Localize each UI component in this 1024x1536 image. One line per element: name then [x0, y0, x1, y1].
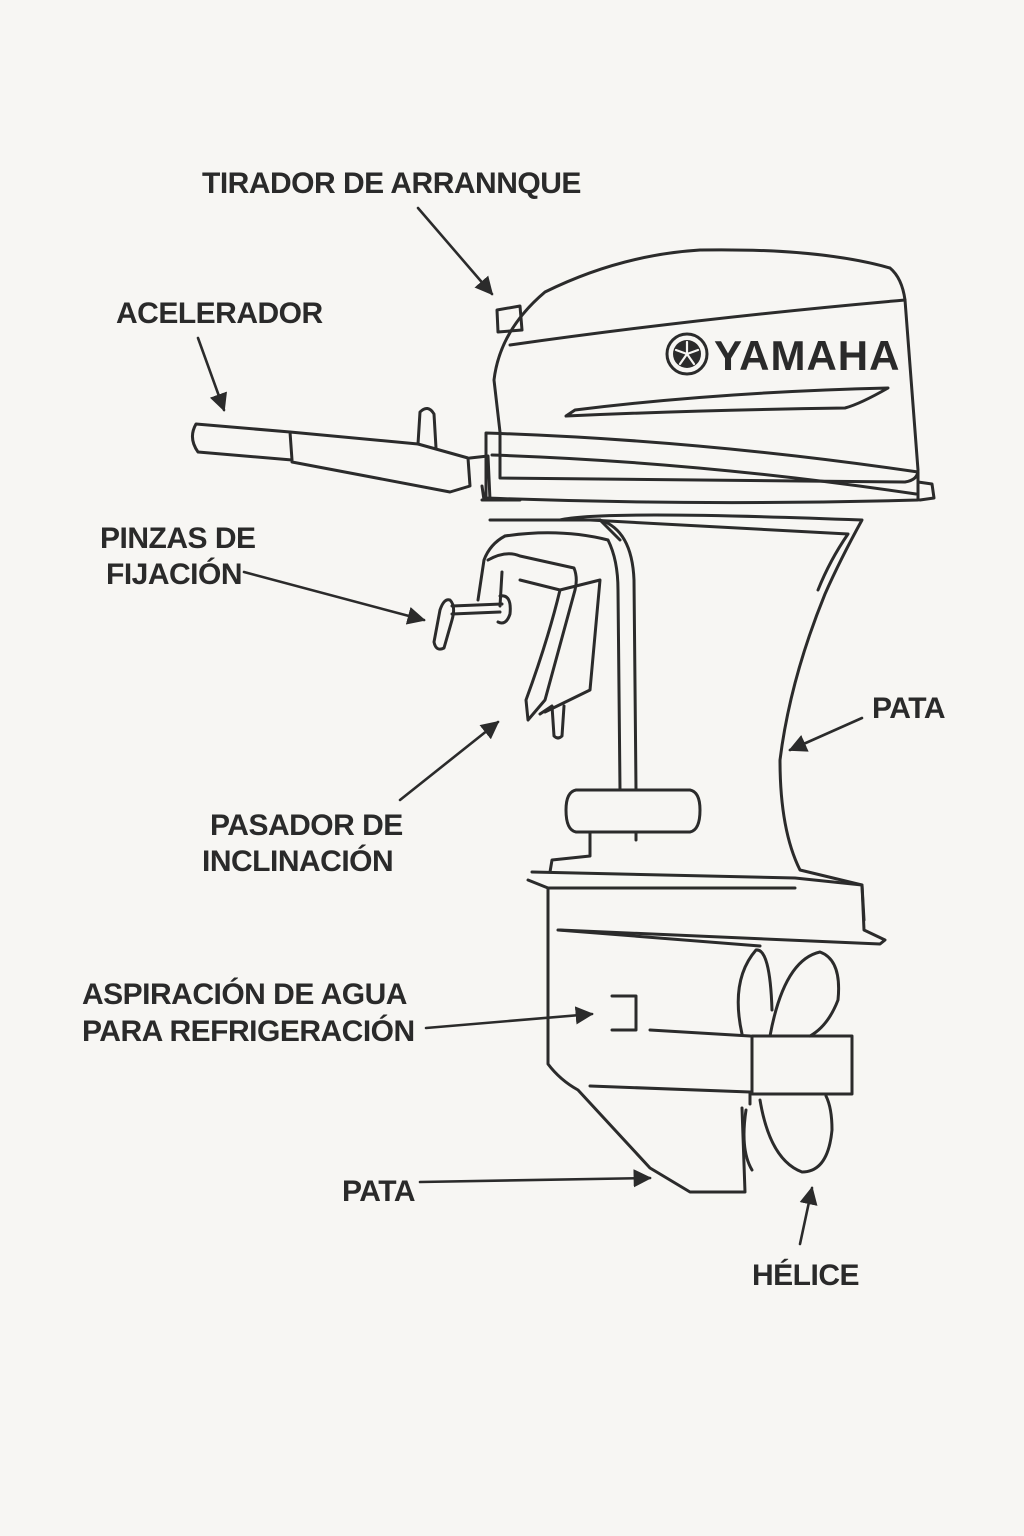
- label-propeller: HÉLICE: [752, 1259, 860, 1292]
- label-leg-lower: PATA: [342, 1175, 415, 1208]
- label-water-intake-line2: PARA REFRIGERACIÓN: [82, 1015, 415, 1048]
- clamp-bracket: [488, 554, 600, 738]
- arrow-propeller: [800, 1188, 812, 1244]
- tuning-fork-emblem-icon: [667, 334, 707, 374]
- label-leg-upper: PATA: [872, 692, 945, 725]
- arrow-water-intake: [426, 1014, 592, 1028]
- arrow-clamps: [244, 572, 424, 620]
- brand-wordmark: YAMAHA: [714, 332, 901, 379]
- label-tilt-pin-line1: PASADOR DE: [210, 809, 403, 842]
- cowling-side-stripe: [566, 388, 888, 416]
- tilt-pin-block: [566, 790, 700, 832]
- arrow-throttle: [198, 338, 224, 410]
- label-throttle: ACELERADOR: [116, 297, 323, 330]
- arrow-tilt-pin: [400, 722, 498, 800]
- label-clamps-line1: PINZAS DE: [100, 522, 256, 555]
- yamaha-brand-logo: [667, 332, 900, 379]
- cowling-rim: [486, 433, 934, 503]
- label-water-intake-line1: ASPIRACIÓN DE AGUA: [82, 978, 407, 1011]
- clamp-screw-handle: [434, 596, 510, 649]
- propeller-hub: [752, 1036, 852, 1094]
- water-intake: [612, 996, 750, 1036]
- label-starter-pull: TIRADOR DE ARRANNQUE: [202, 167, 581, 200]
- arrow-leg-lower: [420, 1178, 650, 1182]
- label-clamps-line2: FIJACIÓN: [106, 558, 243, 591]
- midsection-leg: [560, 515, 864, 920]
- label-tilt-pin-line2: INCLINACIÓN: [202, 845, 394, 878]
- arrow-starter-pull: [418, 208, 492, 294]
- outboard-motor-drawing: [192, 250, 934, 1192]
- arrow-leg-upper: [790, 718, 862, 750]
- tiller-throttle: [192, 408, 520, 500]
